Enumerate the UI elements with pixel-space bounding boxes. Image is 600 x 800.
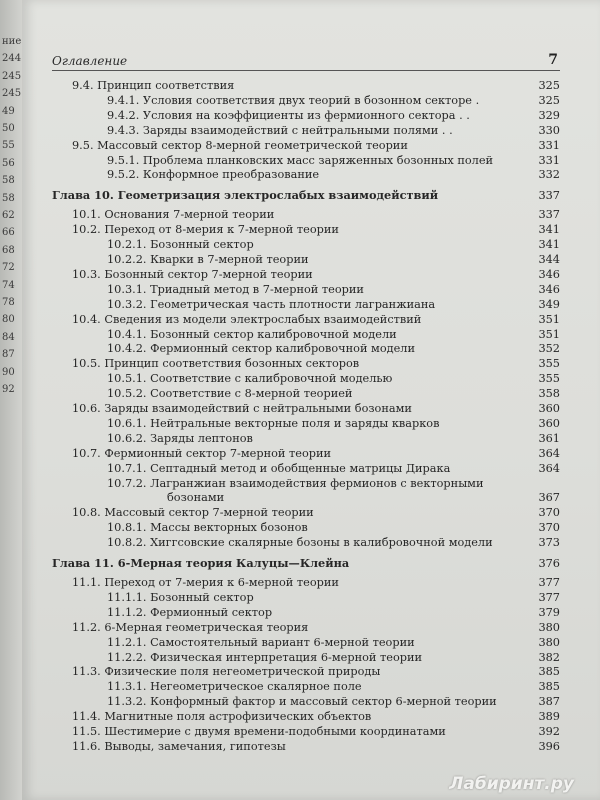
toc-page-number: 351 [538, 327, 560, 341]
toc-row [52, 575, 560, 590]
toc-row [52, 739, 560, 754]
toc-row [52, 312, 560, 327]
toc-row [52, 401, 560, 416]
toc-entry-title: 10.3.1. Триадный метод в 7-мерной теории [107, 282, 364, 296]
spine-number: 68 [2, 244, 15, 256]
toc-entry-title: 9.4. Принцип соответствия [72, 79, 235, 92]
toc-page-number: 355 [538, 372, 560, 386]
toc-entry-title: 11.1. Переход от 7-мерия к 6-мерной теории [72, 576, 339, 589]
toc-row [52, 446, 560, 461]
toc-page-number: 387 [538, 695, 560, 709]
toc-row [52, 476, 560, 491]
toc-page-number: 377 [538, 576, 560, 589]
toc-row [52, 490, 560, 505]
toc-entry-title: 11.3. Физические поля негеометрической природы [72, 665, 381, 679]
toc-page-number: 385 [538, 680, 560, 694]
toc-page-number: 376 [538, 557, 560, 570]
toc-row [52, 207, 560, 222]
toc-row [52, 635, 560, 650]
toc-page-number: 361 [538, 431, 560, 445]
spine-number: 92 [2, 384, 15, 395]
toc-page-number: 346 [538, 282, 560, 296]
spine-strip [0, 0, 22, 800]
toc-row [52, 252, 560, 267]
spine-number: 84 [2, 331, 15, 343]
toc-row [52, 78, 560, 93]
toc-page-number: 364 [538, 461, 560, 475]
toc-entry-title: 10.5.2. Соответствие с 8-мерной теорией [107, 387, 353, 401]
spine-number: 66 [2, 227, 15, 239]
toc-row [52, 664, 560, 679]
toc-row [52, 679, 560, 694]
spine-number: 245 [2, 70, 22, 82]
toc-page-number: 396 [538, 739, 560, 753]
toc-entry-title: 10.4. Сведения из модели электрослабых взаимодействий [72, 312, 422, 326]
toc-entry-title: 10.8. Массовый сектор 7-мерной теории [72, 506, 314, 520]
toc-entry-title: 10.2. Переход от 8-мерия к 7-мерной теории [72, 223, 339, 237]
toc-entry-title: 11.5. Шестимерие с двумя времени-подобными координатами [72, 725, 446, 738]
toc-page-number: 367 [538, 491, 560, 505]
toc-page-number: 389 [538, 710, 560, 724]
toc-page-number: 355 [538, 357, 560, 371]
toc-page-number: 337 [538, 189, 560, 203]
toc-entry-title: 11.3.2. Конформный фактор и массовый сектор 6-мерной теории [107, 695, 497, 709]
toc-entry-title: 11.4. Магнитные поля астрофизических объектов [72, 710, 372, 724]
toc-page-number: 373 [538, 536, 560, 550]
toc-entry-title: 10.2.2. Кварки в 7-мерной теории [107, 253, 309, 266]
spine-number: 245 [2, 88, 22, 100]
toc-entry-title: 9.5.1. Проблема планковских масс заряженных бозонных полей [107, 153, 494, 167]
toc-row [52, 356, 560, 371]
toc-entry-title: 11.2.2. Физическая интерпретация 6-мерной теории [107, 650, 423, 664]
toc-entry-title: 10.4.2. Фермионный сектор калибровочной модели [107, 342, 415, 356]
spine-number: 87 [2, 349, 15, 361]
toc-entry-title: 11.6. Выводы, замечания, гипотезы [72, 739, 286, 753]
toc-row [52, 520, 560, 535]
toc-entry-title: 10.2.1. Бозонный сектор [107, 238, 254, 252]
toc-entry-title: Глава 10. Геометризация электрослабых взаимодействий [52, 188, 439, 203]
toc-entry-title: 10.7.1. Септадный метод и обобщенные матрицы Дирака [107, 461, 451, 475]
toc-row [52, 371, 560, 386]
toc-entry-title: 9.5. Массовый сектор 8-мерной геометрической теории [72, 138, 408, 152]
spine-number: 49 [2, 105, 15, 117]
spine-number: 244 [2, 53, 22, 65]
toc-row [52, 297, 560, 312]
spine-number: 56 [2, 157, 15, 169]
toc-chapter-row [52, 188, 560, 203]
toc-entry-title: бозонами [167, 491, 225, 505]
toc-entry-title: 9.4.1. Условия соответствия двух теорий в бозонном секторе . [107, 93, 480, 107]
toc-page-number: 344 [538, 253, 560, 266]
toc-row [52, 341, 560, 356]
toc-entry-title: 10.3.2. Геометрическая часть плотности лагранжиана [107, 297, 436, 311]
toc-page-number: 329 [538, 108, 560, 122]
toc-row [52, 416, 560, 431]
toc-row [52, 327, 560, 342]
toc-row [52, 650, 560, 665]
toc-page-number: 379 [538, 605, 560, 619]
spine-number: 80 [2, 314, 15, 326]
toc-page-number: 377 [538, 590, 560, 604]
toc-entry-title: 10.7. Фермионный сектор 7-мерной теории [72, 446, 332, 460]
book-page [22, 0, 600, 800]
toc-page-number: 332 [538, 168, 560, 182]
toc-row [52, 267, 560, 282]
toc-page-number: 380 [538, 635, 560, 649]
toc-page-number: 364 [538, 446, 560, 460]
toc-page-number: 331 [538, 153, 560, 167]
spine-number: 62 [2, 210, 15, 221]
toc-row [52, 93, 560, 108]
toc-row [52, 386, 560, 401]
toc-page-number: 330 [538, 123, 560, 137]
toc-entry-title: 11.1.2. Фермионный сектор [107, 605, 273, 619]
toc-entry-title: 10.6.2. Заряды лептонов [107, 431, 253, 445]
toc-row [52, 605, 560, 620]
toc-entry-title: 10.6. Заряды взаимодействий с нейтральными бозонами [72, 402, 412, 415]
toc-entry-title: 10.8.2. Хиггсовские скалярные бозоны в калибровочной модели [107, 536, 493, 550]
spine-number: 50 [2, 123, 15, 134]
toc-row [52, 620, 560, 635]
toc-entry-title: 10.6.1. Нейтральные векторные поля и заряды кварков [107, 416, 440, 430]
toc-entry-title: 11.2. 6-Мерная геометрическая теория [72, 620, 309, 634]
toc-entry-title: 9.5.2. Конформное преобразование [107, 168, 320, 182]
toc-row [52, 153, 560, 168]
toc-row [52, 505, 560, 520]
toc-row [52, 694, 560, 709]
toc-page-number: 392 [538, 725, 560, 738]
toc-row [52, 431, 560, 446]
toc-entry-title: 11.2.1. Самостоятельный вариант 6-мерной теории [107, 635, 415, 649]
toc-entry-title: 10.5.1. Соответствие с калибровочной моделью [107, 372, 393, 386]
running-header [52, 52, 560, 71]
toc-entry-title: 10.5. Принцип соответствия бозонных секторов [72, 357, 360, 371]
spine-number: 90 [2, 366, 15, 378]
toc-page-number: 325 [538, 79, 560, 92]
toc-entry-title: 10.3. Бозонный сектор 7-мерной теории [72, 267, 313, 281]
toc-entry-title: 9.4.3. Заряды взаимодействий с нейтральными полями . . [107, 123, 453, 137]
spine-number: 74 [2, 279, 15, 291]
toc-page-number: 325 [538, 93, 560, 107]
toc-page-number: 337 [538, 208, 560, 222]
toc-page-number: 346 [538, 267, 560, 281]
spine-number: ние [2, 36, 22, 47]
toc-row [52, 138, 560, 153]
toc-row [52, 724, 560, 739]
toc-row [52, 123, 560, 138]
toc-page-number: 382 [538, 650, 560, 664]
toc-row [52, 709, 560, 724]
toc-page-number: 360 [538, 402, 560, 415]
header-title: Оглавление [52, 54, 128, 68]
toc-page-number: 349 [538, 297, 560, 311]
toc-row [52, 237, 560, 252]
toc-row [52, 282, 560, 297]
toc-page-number: 380 [538, 620, 560, 634]
toc-entry-title: 10.1. Основания 7-мерной теории [72, 208, 275, 222]
toc-page-number: 358 [538, 387, 560, 401]
toc-page-number: 341 [538, 223, 560, 237]
toc-row [52, 461, 560, 476]
toc-row [52, 108, 560, 123]
spine-number: 58 [2, 192, 15, 204]
toc-entry-title: 11.1.1. Бозонный сектор [107, 590, 254, 604]
toc-page-number: 331 [538, 138, 560, 152]
spine-number: 72 [2, 262, 15, 274]
toc-row [52, 590, 560, 605]
toc-page-number: 360 [538, 416, 560, 430]
toc-row [52, 535, 560, 550]
toc-entry-title: 10.4.1. Бозонный сектор калибровочной модели [107, 327, 397, 341]
toc-page-number: 370 [538, 521, 560, 535]
toc-row [52, 222, 560, 237]
header-page-number: 7 [548, 52, 558, 68]
toc-entry-title: Глава 11. 6-Мерная теория Калуцы—Клейна [52, 556, 350, 570]
toc-page-number: 385 [538, 665, 560, 679]
toc-row [52, 167, 560, 182]
toc-page-number: 351 [538, 312, 560, 326]
spine-number: 78 [2, 297, 15, 308]
toc-page-number: 370 [538, 506, 560, 520]
watermark-logo: Лабиринт.ру [449, 774, 574, 794]
spine-number: 58 [2, 175, 15, 187]
spine-number: 55 [2, 140, 15, 152]
toc-entry-title: 11.3.1. Негеометрическое скалярное поле [107, 680, 362, 694]
toc-entry-title: 10.7.2. Лагранжиан взаимодействия фермионов с векторными [107, 476, 484, 490]
toc-page-number: 352 [538, 342, 560, 356]
toc-chapter-row [52, 556, 560, 571]
toc-entry-title: 9.4.2. Условия на коэффициенты из фермионного сектора . . [107, 108, 470, 122]
toc-page-number: 341 [538, 238, 560, 252]
toc-entry-title: 10.8.1. Массы векторных бозонов [107, 521, 308, 535]
